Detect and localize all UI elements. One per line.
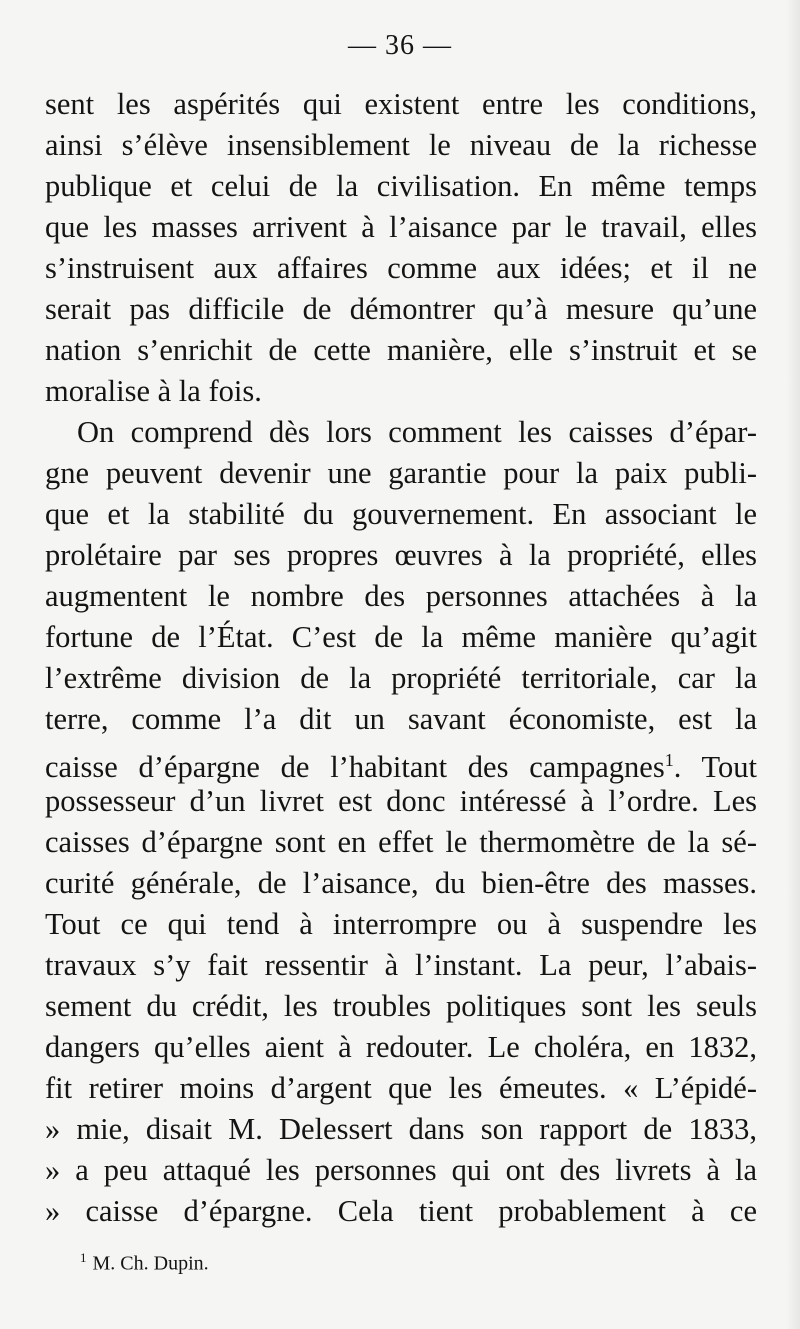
text-line: sement du crédit, les troubles politiques sont les seuls — [45, 989, 757, 1023]
text-line: travaux s’y fait ressentir à l’instant. La peur, l’abais- — [45, 948, 757, 982]
text-line: fortune de l’État. C’est de la même manière qu’agit — [45, 620, 757, 654]
text-line: que les masses arrivent à l’aisance par le travail, elles — [45, 210, 757, 244]
text-line: curité générale, de l’aisance, du bien-être des masses. — [45, 866, 757, 900]
text-line: serait pas difficile de démontrer qu’à mesure qu’une — [45, 292, 757, 326]
text-line: caisses d’épargne sont en effet le thermomètre de la sé- — [45, 825, 757, 859]
footnote-text: M. Ch. Dupin. — [92, 1252, 209, 1275]
body-text — [45, 84, 757, 1232]
text-line: fit retirer moins d’argent que les émeutes. « L’épidé- — [45, 1071, 757, 1105]
text-line: ainsi s’élève insensiblement le niveau de la richesse — [45, 128, 757, 162]
text-line: prolétaire par ses propres œuvres à la propriété, elles — [45, 538, 757, 572]
text-line: » a peu attaqué les personnes qui ont des livrets à la — [45, 1153, 757, 1187]
text-line: sent les aspérités qui existent entre les conditions, — [45, 87, 757, 121]
text-line-with-footnote-ref — [45, 740, 757, 785]
text-line: gne peuvent devenir une garantie pour la paix publi- — [45, 456, 757, 490]
text-line-segment: caisse d’épargne de l’habitant des campagnes — [45, 750, 665, 785]
text-line: l’extrême division de la propriété territoriale, car la — [45, 661, 757, 695]
page-edge-shadow — [786, 0, 800, 1329]
text-line: On comprend dès lors comment les caisses d’épar- — [77, 415, 757, 449]
text-line: nation s’enrichit de cette manière, elle s’instruit et se — [45, 333, 757, 367]
text-line: dangers qu’elles aient à redouter. Le choléra, en 1832, — [45, 1030, 757, 1064]
text-line: publique et celui de la civilisation. En même temps — [45, 169, 757, 203]
text-line: augmentent le nombre des personnes attachées à la — [45, 579, 757, 613]
text-line: possesseur d’un livret est donc intéressé à l’ordre. Les — [45, 784, 757, 818]
page-number: — 36 — — [348, 30, 452, 61]
footnote-mark: 1 — [80, 1250, 87, 1265]
text-line: que et la stabilité du gouvernement. En associant le — [45, 497, 757, 531]
text-line-segment: . Tout — [673, 750, 757, 785]
text-line: » mie, disait M. Delessert dans son rapport de 1833, — [45, 1112, 757, 1146]
text-line: terre, comme l’a dit un savant économiste, est la — [45, 702, 757, 736]
text-line: s’instruisent aux affaires comme aux idées; et il ne — [45, 251, 757, 285]
text-line: Tout ce qui tend à interrompre ou à suspendre les — [45, 907, 757, 941]
footnote — [80, 1250, 209, 1276]
text-line: » caisse d’épargne. Cela tient probablement à ce — [45, 1194, 757, 1228]
text-line: moralise à la fois. — [45, 374, 262, 408]
footnote-reference: 1 — [664, 750, 674, 770]
